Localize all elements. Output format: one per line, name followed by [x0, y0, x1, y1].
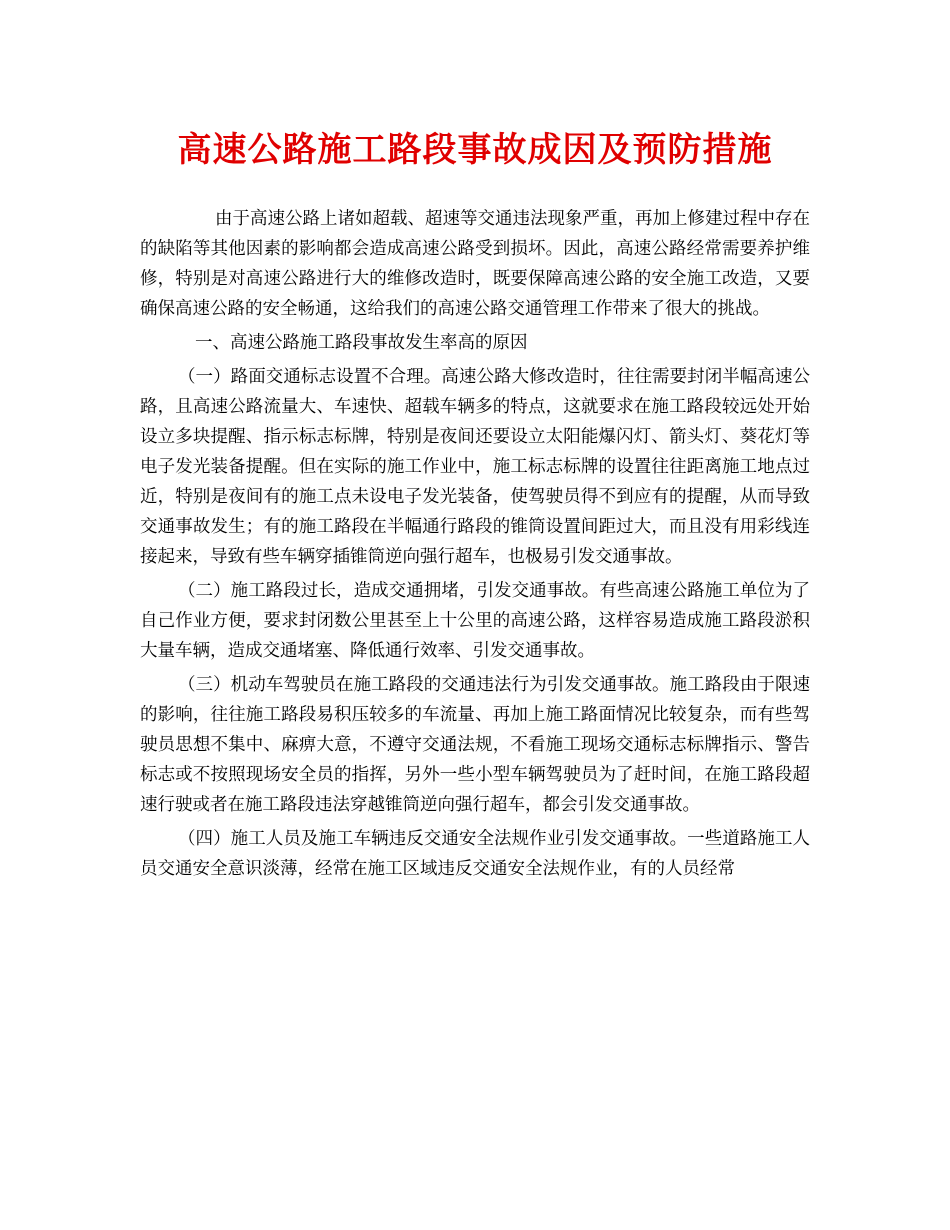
paragraph-point-3: （三）机动车驾驶员在施工路段的交通违法行为引发交通事故。施工路段由于限速的影响，往往施工路段易积压较多的车流量、再加上施工路面情况比较复杂，而有些驾驶员思想不集中、麻痹大意，不遵守交通法规，不看施工现场交通标志标牌指示、警告标志或不按照现场安全员的指挥，另外一些小型车辆驾驶员为了赶时间，在施工路段超速行驶或者在施工路段违法穿越锥筒逆向强行超车，都会引发交通事故。: [140, 675, 810, 815]
paragraph-point-1: （一）路面交通标志设置不合理。高速公路大修改造时，往往需要封闭半幅高速公路，且高速公路流量大、车速快、超载车辆多的特点，这就要求在施工路段较远处开始设立多块提醒、指示标志标牌，特别是夜间还要设立太阳能爆闪灯、箭头灯、葵花灯等电子发光装备提醒。但在实际的施工作业中，施工标志标牌的设置往往距离施工地点过近，特别是夜间有的施工点未设电子发光装备，使驾驶员得不到应有的提醒，从而导致交通事故发生；有的施工路段在半幅通行路段的锥筒设置间距过大，而且没有用彩线连接起来，导致有些车辆穿插锥筒逆向强行超车，也极易引发交通事故。: [140, 367, 810, 567]
paragraph-point-2: （二）施工路段过长，造成交通拥堵，引发交通事故。有些高速公路施工单位为了自己作业方便，要求封闭数公里甚至上十公里的高速公路，这样容易造成施工路段淤积大量车辆，造成交通堵塞、降低通行效率、引发交通事故。: [140, 581, 810, 661]
document-body: [140, 204, 810, 884]
section-heading: 一、高速公路施工路段事故发生率高的原因: [195, 333, 528, 353]
intro-paragraph: 由于高速公路上诸如超载、超速等交通违法现象严重，再加上修建过程中存在的缺陷等其他因素的影响都会造成高速公路受到损坏。因此，高速公路经常需要养护维修，特别是对高速公路进行大的维修改造时，既要保障高速公路的安全施工改造，又要确保高速公路的安全畅通，这给我们的高速公路交通管理工作带来了很大的挑战。: [140, 209, 810, 319]
paragraph-point-4: （四）施工人员及施工车辆违反交通安全法规作业引发交通事故。一些道路施工人员交通安全意识淡薄，经常在施工区域违反交通安全法规作业，有的人员经常: [140, 829, 810, 879]
document-title: 高速公路施工路段事故成因及预防措施: [177, 130, 773, 170]
